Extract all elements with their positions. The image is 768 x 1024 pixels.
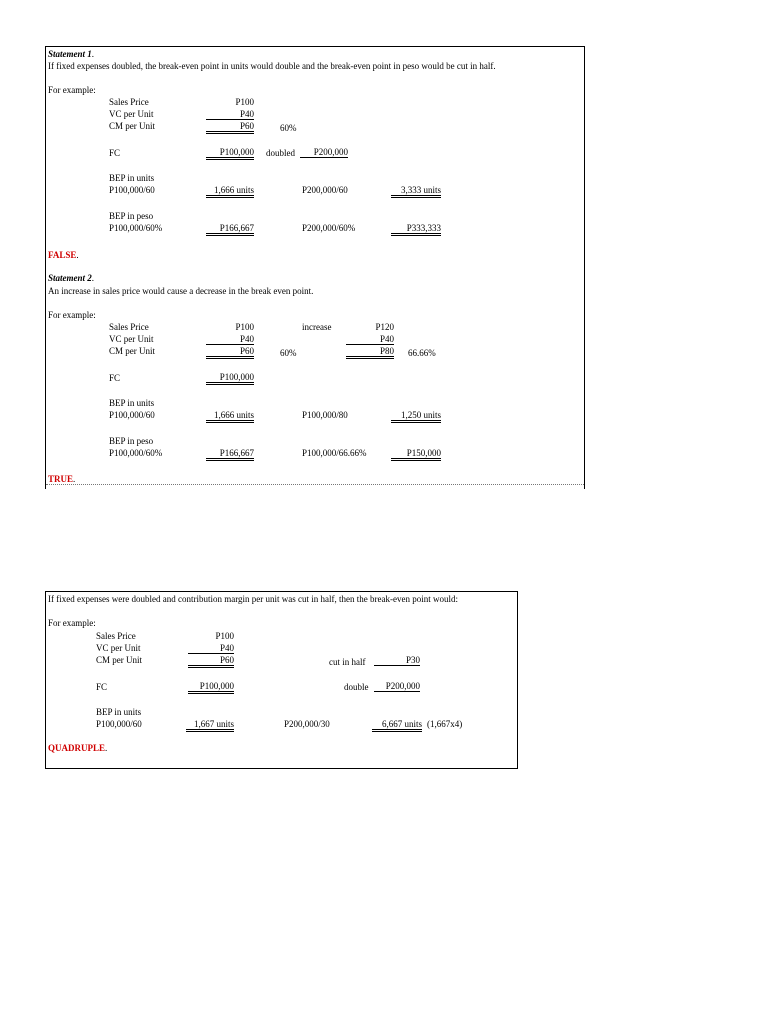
double-label: double (344, 682, 369, 692)
bep-units-calc-2: P200,000/60 (302, 185, 348, 195)
vc-label: VC per Unit (109, 109, 154, 119)
vc-label: VC per Unit (109, 334, 154, 344)
vc-value: P40 (206, 334, 254, 345)
fc-value: P100,000 (206, 372, 254, 385)
statement-1-text: If fixed expenses doubled, the break-even point in units would double and the break-even point in peso would be cut in half. (48, 61, 496, 71)
cm-value: P60 (188, 655, 234, 668)
bep-peso-label: BEP in peso (109, 211, 154, 221)
bep-peso-result-1: P166,667 (206, 223, 254, 236)
fc-value: P100,000 (188, 681, 234, 694)
statement-1-answer: FALSE. (48, 250, 79, 260)
cropped-edge (46, 484, 584, 489)
fc-label: FC (96, 682, 108, 692)
cut-in-half-label: cut in half (329, 657, 366, 667)
bep-peso-calc-2: P200,000/60% (302, 223, 356, 233)
bep-units-result-2: 6,667 units (372, 719, 422, 732)
sales-price-value: P100 (235, 97, 254, 107)
bep-units-result-2: 3,333 units (391, 185, 441, 198)
answer: QUADRUPLE. (48, 743, 108, 753)
bep-units-result-2: 1,250 units (391, 410, 441, 423)
statements-box (45, 46, 585, 489)
bep-units-calc-1: P100,000/60 (96, 719, 142, 729)
statement-2-answer: TRUE. (48, 474, 76, 484)
fc-label: FC (109, 373, 121, 383)
bep-units-label: BEP in units (109, 398, 155, 408)
doubled-label: doubled (266, 148, 295, 158)
fc-label: FC (109, 148, 121, 158)
statement-1-heading: Statement 1. (48, 49, 95, 59)
question-text: If fixed expenses were doubled and contribution margin per unit was cut in half, then the break-even point would: (48, 594, 458, 604)
bep-units-label: BEP in units (96, 707, 142, 717)
vc-value: P40 (206, 109, 254, 120)
sales-price-value: P100 (235, 322, 254, 332)
vc-label: VC per Unit (96, 643, 141, 653)
bep-units-result-1: 1,666 units (206, 185, 254, 198)
bep-peso-result-2: P333,333 (391, 223, 441, 236)
cm-value: P60 (206, 346, 254, 359)
statement-2-heading: Statement 2. (48, 273, 95, 283)
bep-peso-calc-1: P100,000/60% (109, 223, 163, 233)
sales-price-label: Sales Price (96, 631, 136, 641)
fc-value: P100,000 (206, 147, 254, 160)
for-example-label: For example: (48, 310, 96, 320)
for-example-label: For example: (48, 618, 96, 628)
cm-ratio: 60% (280, 348, 297, 358)
sales-price-label: Sales Price (109, 322, 149, 332)
fc-doubled-value: P200,000 (300, 147, 348, 158)
vc-value: P40 (188, 643, 234, 654)
cm-label: CM per Unit (109, 121, 155, 131)
bep-peso-result-1: P166,667 (206, 448, 254, 461)
quadruple-box (45, 591, 518, 769)
sales-price-label: Sales Price (109, 97, 149, 107)
vc-new-value: P40 (346, 334, 394, 345)
bep-units-calc-1: P100,000/60 (109, 410, 155, 420)
bep-peso-calc-1: P100,000/60% (109, 448, 163, 458)
bep-units-calc-1: P100,000/60 (109, 185, 155, 195)
cm-label: CM per Unit (109, 346, 155, 356)
statement-2-text: An increase in sales price would cause a decrease in the break even point. (48, 286, 314, 296)
bep-units-result-1: 1,666 units (206, 410, 254, 423)
sales-price-value: P100 (215, 631, 234, 641)
bep-units-calc-2: P200,000/30 (284, 719, 330, 729)
cm-ratio-new: 66.66% (408, 348, 436, 358)
cm-value: P60 (206, 121, 254, 134)
bep-units-calc-2: P100,000/80 (302, 410, 348, 420)
multiplier-note: (1,667x4) (427, 719, 463, 729)
bep-peso-label: BEP in peso (109, 436, 154, 446)
cm-ratio: 60% (280, 123, 297, 133)
bep-peso-result-2: P150,000 (391, 448, 441, 461)
for-example-label: For example: (48, 85, 96, 95)
cm-label: CM per Unit (96, 655, 142, 665)
cm-new-value: P30 (374, 655, 420, 666)
fc-new-value: P200,000 (374, 681, 420, 692)
cm-new-value: P80 (346, 346, 394, 359)
bep-units-result-1: 1,667 units (186, 719, 234, 732)
bep-peso-calc-2: P100,000/66.66% (302, 448, 367, 458)
sales-price-new-value: P120 (375, 322, 394, 332)
bep-units-label: BEP in units (109, 173, 155, 183)
increase-label: increase (302, 322, 332, 332)
